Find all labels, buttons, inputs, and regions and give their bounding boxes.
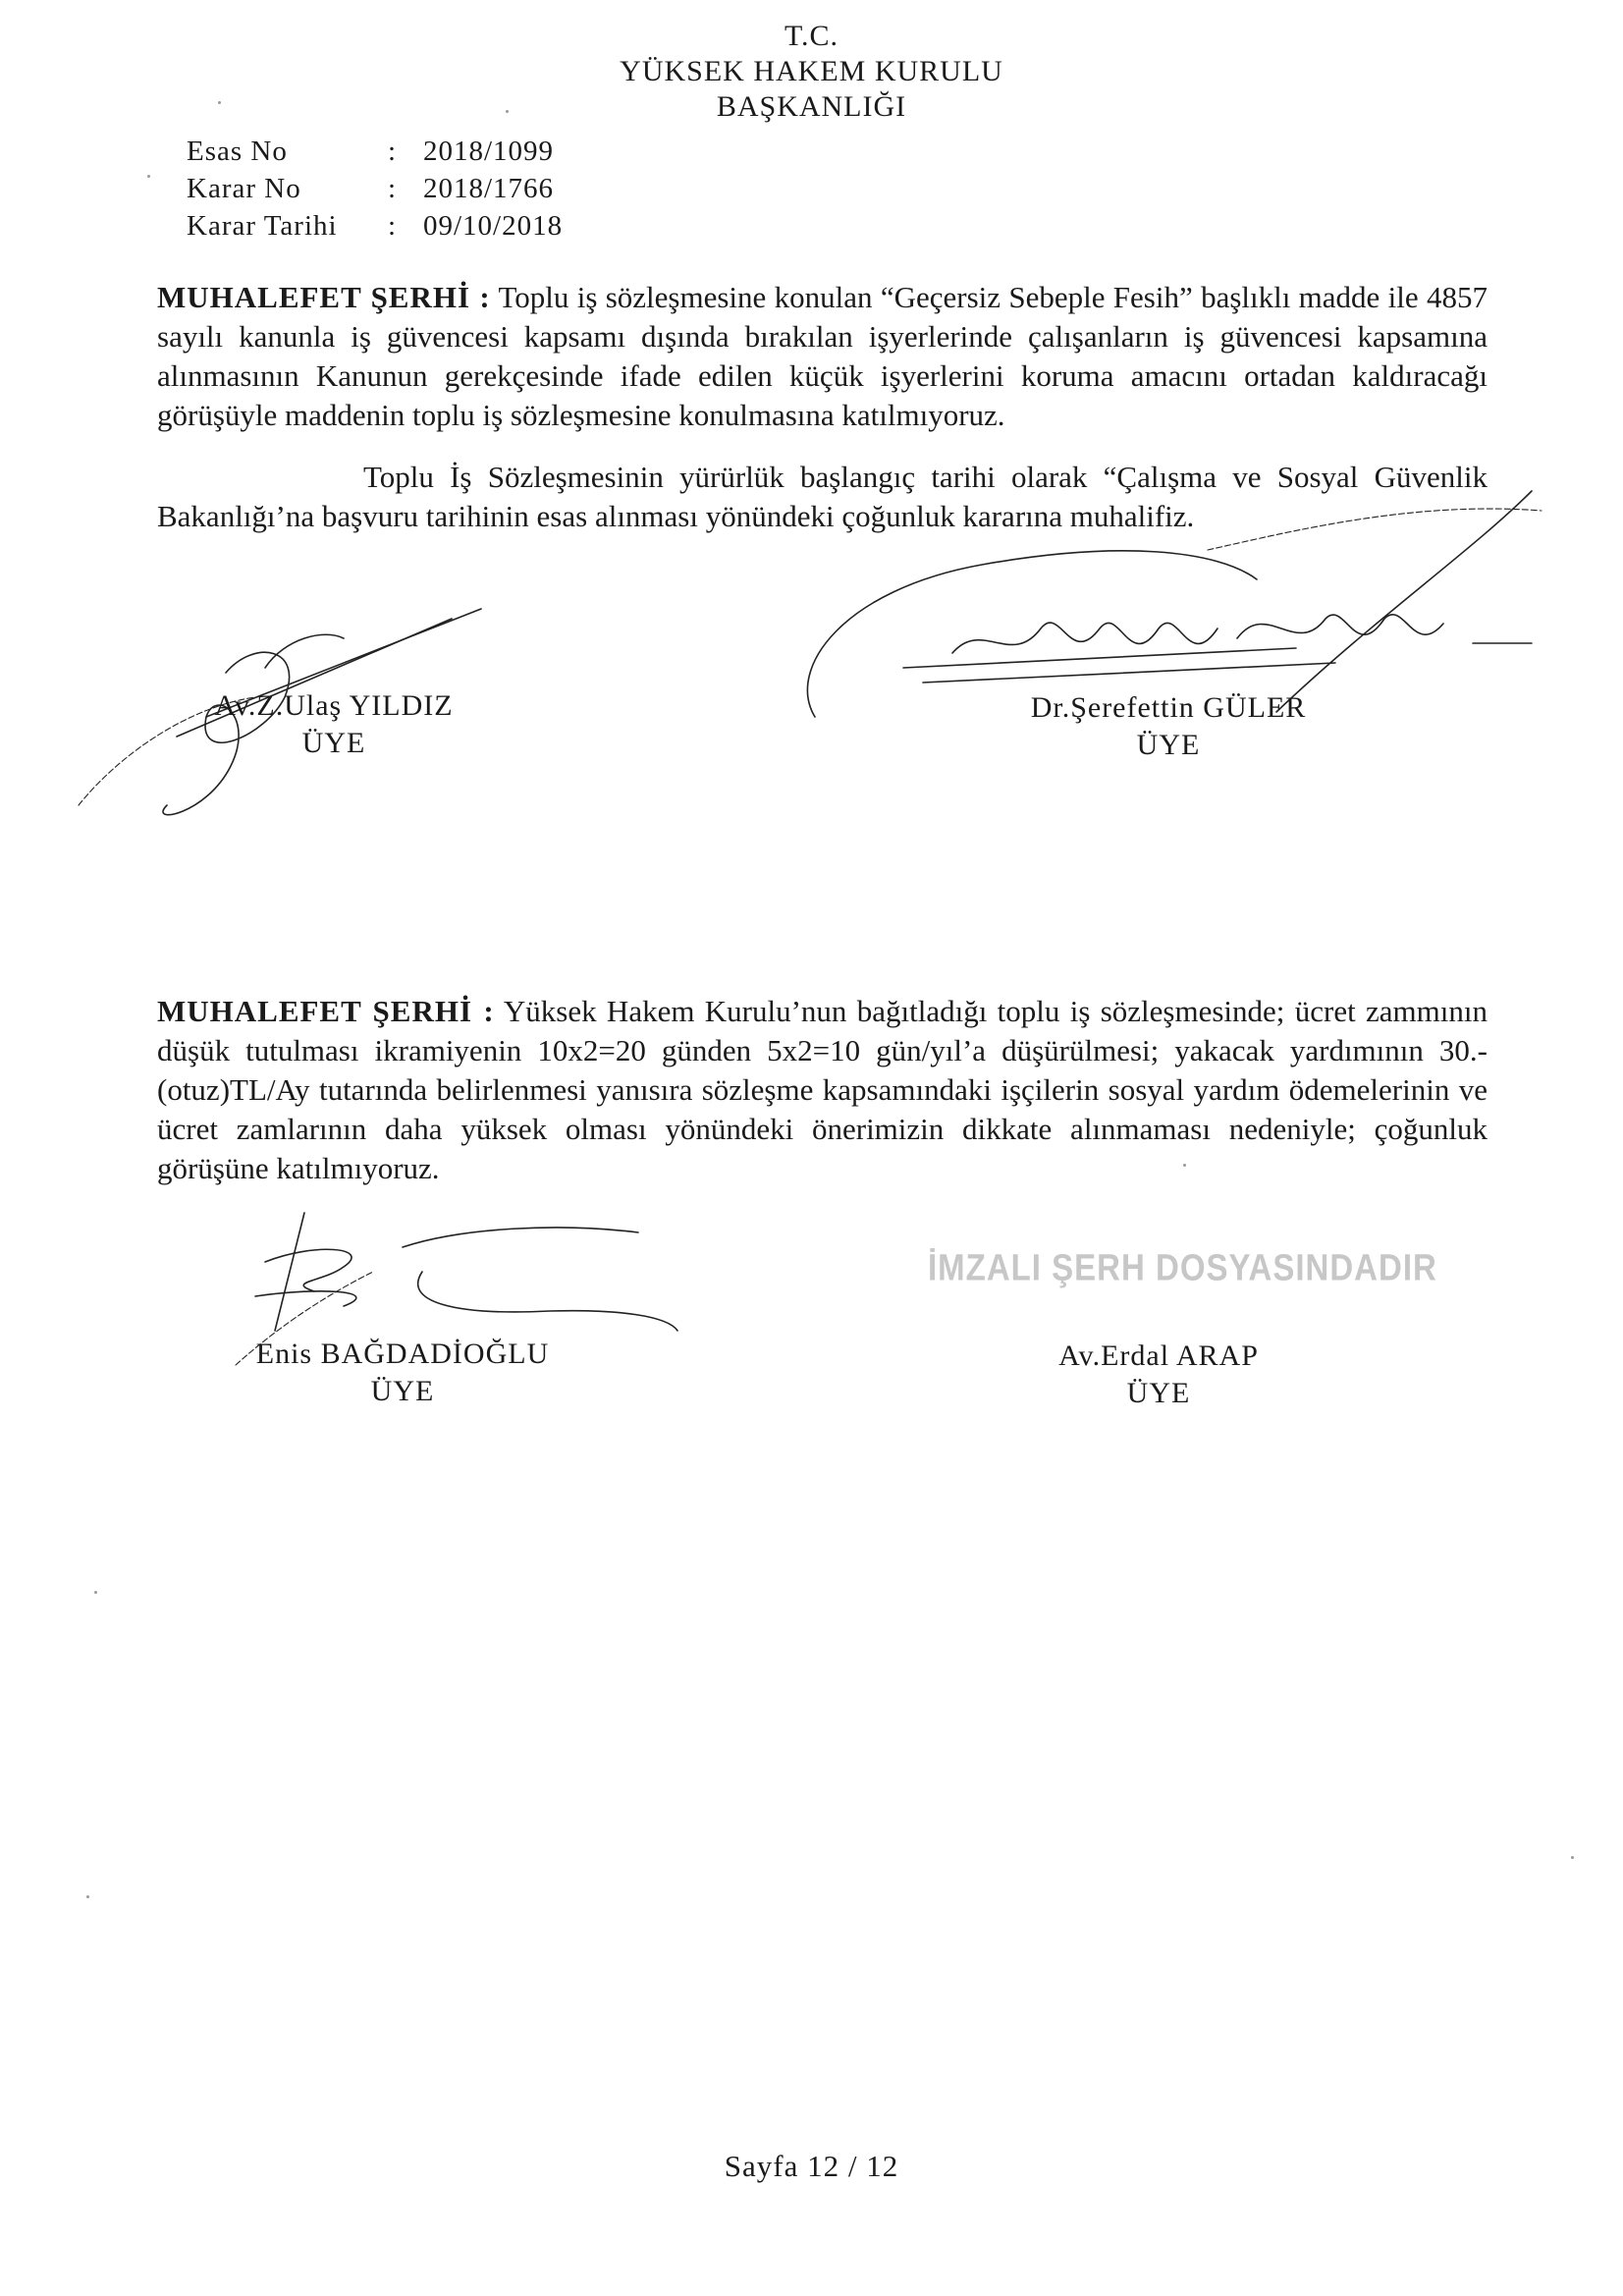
header-presidency: BAŞKANLIĞI xyxy=(716,90,907,123)
header-tc: T.C. xyxy=(784,20,839,52)
meta-row-karar-tarihi xyxy=(187,207,563,245)
signatory-role: ÜYE xyxy=(370,1375,435,1407)
signatory-2 xyxy=(972,689,1365,764)
meta-label: Karar No xyxy=(187,173,301,204)
meta-label: Esas No xyxy=(187,136,288,167)
meta-separator: : xyxy=(388,173,397,204)
signatory-name: Enis BAĞDADİOĞLU xyxy=(255,1338,550,1370)
meta-row-karar xyxy=(187,170,563,207)
signatory-4 xyxy=(992,1338,1325,1412)
meta-row-esas xyxy=(187,133,563,170)
dissent-2-heading: MUHALEFET ŞERHİ : xyxy=(157,994,495,1028)
signatory-name: Av.Erdal ARAP xyxy=(1058,1339,1259,1372)
meta-separator: : xyxy=(388,210,397,242)
signatory-3 xyxy=(226,1336,579,1410)
meta-value: 09/10/2018 xyxy=(423,210,564,242)
header-institution: YÜKSEK HAKEM KURULU xyxy=(620,55,1003,87)
dissent-2-paragraph xyxy=(157,992,1488,1188)
dissent-1-text: Toplu iş sözleşmesine konulan “Geçersiz Sebeple Fesih” başlıklı madde ile 4857 sayılı kanunla iş güvencesi kapsamı dışında bırakılan işyerlerinde çalışanların iş güvencesi kapsamına alınmasının Kanunun gerekçesinde ifade edilen küçük işyerlerini koruma amacını ortadan kaldıracağı görüşüyle maddenin toplu iş sözleşmesine konulmasına katılmıyoruz. xyxy=(157,280,1488,432)
scan-speck xyxy=(86,1895,89,1898)
signatory-role: ÜYE xyxy=(1136,729,1201,761)
page-number: Sayfa 12 / 12 xyxy=(724,2149,899,2183)
dissent-1-paragraph xyxy=(157,278,1488,435)
meta-label: Karar Tarihi xyxy=(187,210,338,242)
scan-speck xyxy=(147,175,150,178)
dissent-1-heading: MUHALEFET ŞERHİ : xyxy=(157,280,491,314)
signed-dissent-stamp: İMZALI ŞERH DOSYASINDADIR xyxy=(928,1246,1437,1288)
meta-value: 2018/1766 xyxy=(423,173,555,204)
scan-speck xyxy=(1571,1856,1574,1859)
meta-separator: : xyxy=(388,136,397,167)
dissent-1-paragraph-2: Toplu İş Sözleşmesinin yürürlük başlangıç tarihi olarak “Çalışma ve Sosyal Güvenlik Bakanlığı’na başvuru tarihinin esas alınması yönündeki çoğunluk kararına muhalifiz. xyxy=(157,460,1488,533)
signatory-name: Dr.Şerefettin GÜLER xyxy=(1030,691,1307,724)
signatory-role: ÜYE xyxy=(301,727,366,759)
case-meta xyxy=(187,133,563,245)
scan-speck xyxy=(1183,1164,1186,1167)
signatory-1 xyxy=(177,687,491,762)
signatory-name: Av.Z.Ulaş YILDIZ xyxy=(214,689,454,722)
scan-speck xyxy=(94,1591,97,1594)
signatory-role: ÜYE xyxy=(1126,1377,1191,1409)
meta-value: 2018/1099 xyxy=(423,136,555,167)
dissent-2-text: Yüksek Hakem Kurulu’nun bağıtladığı toplu iş sözleşmesinde; ücret zammının düşük tutulması ikramiyenin 10x2=20 günden 5x2=10 gün/yıl’a düşürülmesi; yakacak yardımının 30.-(otuz)TL/Ay tutarında belirlenmesi yanısıra sözleşme kapsamındaki işçilerin sosyal yardım ödemelerinin ve ücret zamlarının daha yüksek olması yönündeki önerimizin dikkate alınmaması nedeniyle; çoğunluk görüşüne katılmıyoruz. xyxy=(157,994,1488,1185)
scan-speck xyxy=(218,101,221,104)
scan-speck xyxy=(506,110,509,113)
